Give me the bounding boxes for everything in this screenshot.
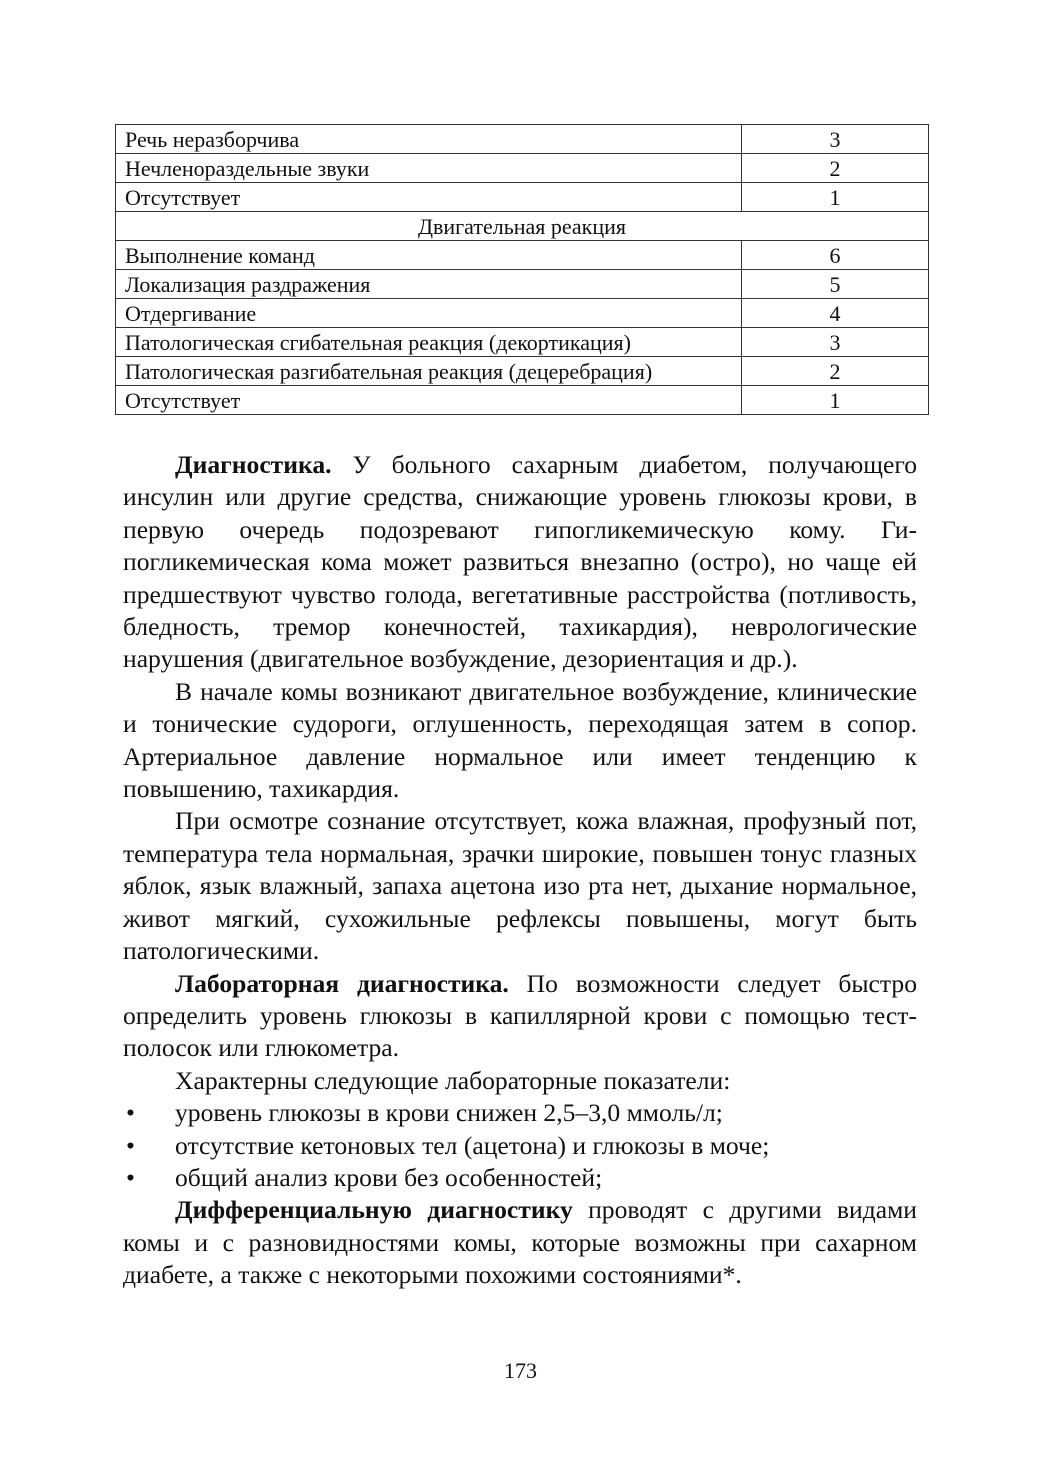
paragraph-text: проводят с другими видами комы и с разновидностями комы, которые возможны при сахарном диабете, а также с некоторыми похожими состояниями*. bbox=[123, 1195, 917, 1290]
row-score: 2 bbox=[742, 154, 929, 183]
row-score: 6 bbox=[742, 241, 929, 270]
paragraph-examination: При осмотре сознание отсутствует, кожа влажная, профузный пот, температура тела нормальная, зрачки широкие, повышен тонус глазных яблок, язык влажный, запаха ацетона изо рта нет, дыхание нормальное, живот мягкий, сухожильные рефлексы повышены, могут быть патологическими. bbox=[123, 806, 917, 966]
paragraph-differential-diagnostics bbox=[123, 1194, 917, 1291]
table-row bbox=[116, 357, 929, 386]
row-label: Патологическая сгибательная реакция (декортикация) bbox=[116, 328, 742, 357]
paragraph-text: По возможности следует быстро определить уровень глюкозы в капиллярной крови с помощью тест-полосок или глюкометра. bbox=[123, 968, 917, 1063]
row-score: 1 bbox=[742, 183, 929, 212]
table-row bbox=[116, 328, 929, 357]
paragraph-lab-diagnostics bbox=[123, 968, 917, 1065]
row-label: Локализация раздражения bbox=[116, 270, 742, 299]
row-label: Выполнение команд bbox=[116, 241, 742, 270]
row-label: Речь неразборчива bbox=[116, 125, 742, 154]
table-row bbox=[116, 125, 929, 154]
heading-lab-diagnostics: Лабораторная диагностика. bbox=[175, 968, 509, 998]
body-text bbox=[123, 449, 917, 1292]
list-item-text: уровень глюкозы в крови снижен 2,5–3,0 ммоль/л; bbox=[175, 1098, 723, 1128]
row-score: 5 bbox=[742, 270, 929, 299]
row-label: Патологическая разгибательная реакция (децеребрация) bbox=[116, 357, 742, 386]
bullet-icon: • bbox=[126, 1162, 135, 1192]
glasgow-scale-table bbox=[115, 124, 929, 415]
row-score: 3 bbox=[742, 328, 929, 357]
row-score: 3 bbox=[742, 125, 929, 154]
row-score: 4 bbox=[742, 299, 929, 328]
paragraph-coma-onset: В начале комы возникают двигательное возбуждение, клинические и тонические судороги, оглушенность, переходящая затем в сопор. Артериальное давление нормальное или имеет тенденцию к повышению, тахикардия. bbox=[123, 676, 917, 804]
table-row bbox=[116, 154, 929, 183]
section-title: Двигательная реакция bbox=[116, 212, 929, 241]
paragraph-lab-indicators: Характерны следующие лабораторные показатели: bbox=[175, 1065, 731, 1095]
paragraph-diagnostics bbox=[123, 449, 917, 676]
list-item bbox=[123, 1162, 917, 1194]
table-section-row bbox=[116, 212, 929, 241]
row-label: Отсутствует bbox=[116, 386, 742, 415]
table-row bbox=[116, 270, 929, 299]
lab-indicators-list bbox=[123, 1097, 917, 1194]
page-number: 173 bbox=[504, 1358, 537, 1383]
row-label: Нечленораздельные звуки bbox=[116, 154, 742, 183]
table-row bbox=[116, 241, 929, 270]
table-row bbox=[116, 386, 929, 415]
list-item-text: отсутствие кетоновых тел (ацетона) и глюкозы в моче; bbox=[175, 1130, 770, 1160]
list-item-text: общий анализ крови без особенностей; bbox=[175, 1162, 603, 1192]
table-row bbox=[116, 299, 929, 328]
list-item bbox=[123, 1097, 917, 1129]
table-row bbox=[116, 183, 929, 212]
heading-differential-diagnostics: Дифференциальную диагностику bbox=[175, 1195, 573, 1225]
bullet-icon: • bbox=[126, 1130, 135, 1160]
heading-diagnostics: Диагностика. bbox=[175, 450, 332, 479]
row-score: 1 bbox=[742, 386, 929, 415]
row-label: Отдергивание bbox=[116, 299, 742, 328]
row-label: Отсутствует bbox=[116, 183, 742, 212]
row-score: 2 bbox=[742, 357, 929, 386]
paragraph-text: У больного сахарным диабетом, получающего инсулин или другие средства, снижающие уровень глюкозы крови, в первую очередь подозревают гипогликемическую кому. Гипогликемическая кома может развиться внезапно (остро), но чаще ей предшествуют чувство голода, вегетативные расстройства (потливость, бледность, тремор конечностей, тахикардия), неврологические нарушения (двигательное возбуждение, дезориентация и др.). bbox=[123, 450, 917, 674]
list-item bbox=[123, 1130, 917, 1162]
bullet-icon: • bbox=[126, 1098, 135, 1128]
